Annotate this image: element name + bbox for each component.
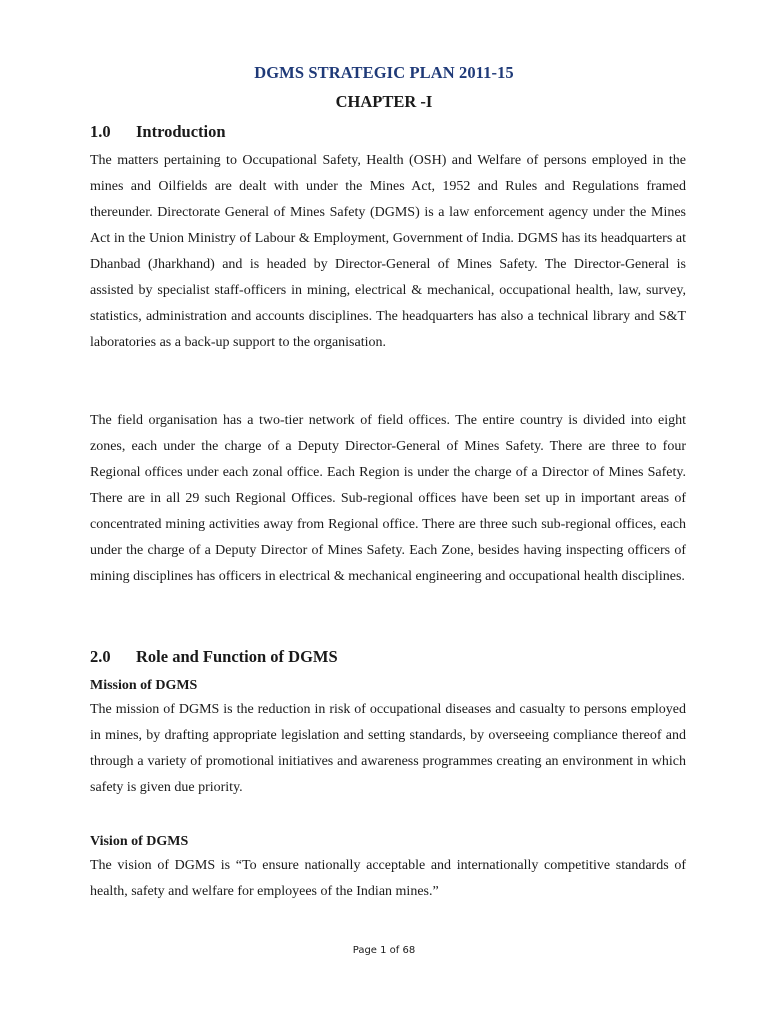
section-title: Introduction — [136, 122, 226, 141]
mission-paragraph: The mission of DGMS is the reduction in risk of occupational diseases and casualty to persons employed in mines, by drafting appropriate legislation and setting standards, by overseeing compliance thereof and through a variety of promotional initiatives and awareness programmes creating an environment in which safety is given due priority. — [90, 702, 686, 795]
section-title: Role and Function of DGMS — [136, 647, 338, 666]
chapter-heading: CHAPTER -I — [335, 92, 433, 111]
section-number: 1.0 — [90, 122, 111, 141]
section-heading-introduction — [90, 122, 226, 142]
intro-paragraph-1: The matters pertaining to Occupational Safety, Health (OSH) and Welfare of persons employed in the mines and Oilfields are dealt with under the Mines Act, 1952 and Rules and Regulations framed thereunder. Directorate General of Mines Safety (DGMS) is a law enforcement agency under the Mines Act in the Union Ministry of Labour & Employment, Government of India. DGMS has its headquarters at Dhanbad (Jharkhand) and is headed by Director-General of Mines Safety. The Director-General is assisted by specialist staff-officers in mining, electrical & mechanical, occupational health, law, survey, statistics, administration and accounts disciplines. The headquarters has also a technical library and S&T laboratories as a back-up support to the organisation. — [90, 153, 686, 350]
document-title: DGMS STRATEGIC PLAN 2011-15 — [254, 63, 514, 82]
mission-heading: Mission of DGMS — [90, 678, 198, 693]
vision-paragraph: The vision of DGMS is “To ensure nationally acceptable and internationally competitive standards of health, safety and welfare for employees of the Indian mines.” — [90, 858, 686, 899]
section-heading-role-function — [90, 647, 338, 667]
intro-paragraph-2: The field organisation has a two-tier network of field offices. The entire country is divided into eight zones, each under the charge of a Deputy Director-General of Mines Safety. There are three to four Regional offices under each zonal office. Each Region is under the charge of a Director of Mines Safety. There are in all 29 such Regional Offices. Sub-regional offices have been set up in important areas of concentrated mining activities away from Regional office. There are three such sub-regional offices, each under the charge of a Deputy Director of Mines Safety. Each Zone, besides having inspecting officers of mining disciplines has officers in electrical & mechanical engineering and occupational health disciplines. — [90, 413, 686, 584]
section-number: 2.0 — [90, 647, 111, 666]
vision-heading: Vision of DGMS — [90, 834, 189, 849]
page-number: Page 1 of 68 — [352, 945, 416, 956]
